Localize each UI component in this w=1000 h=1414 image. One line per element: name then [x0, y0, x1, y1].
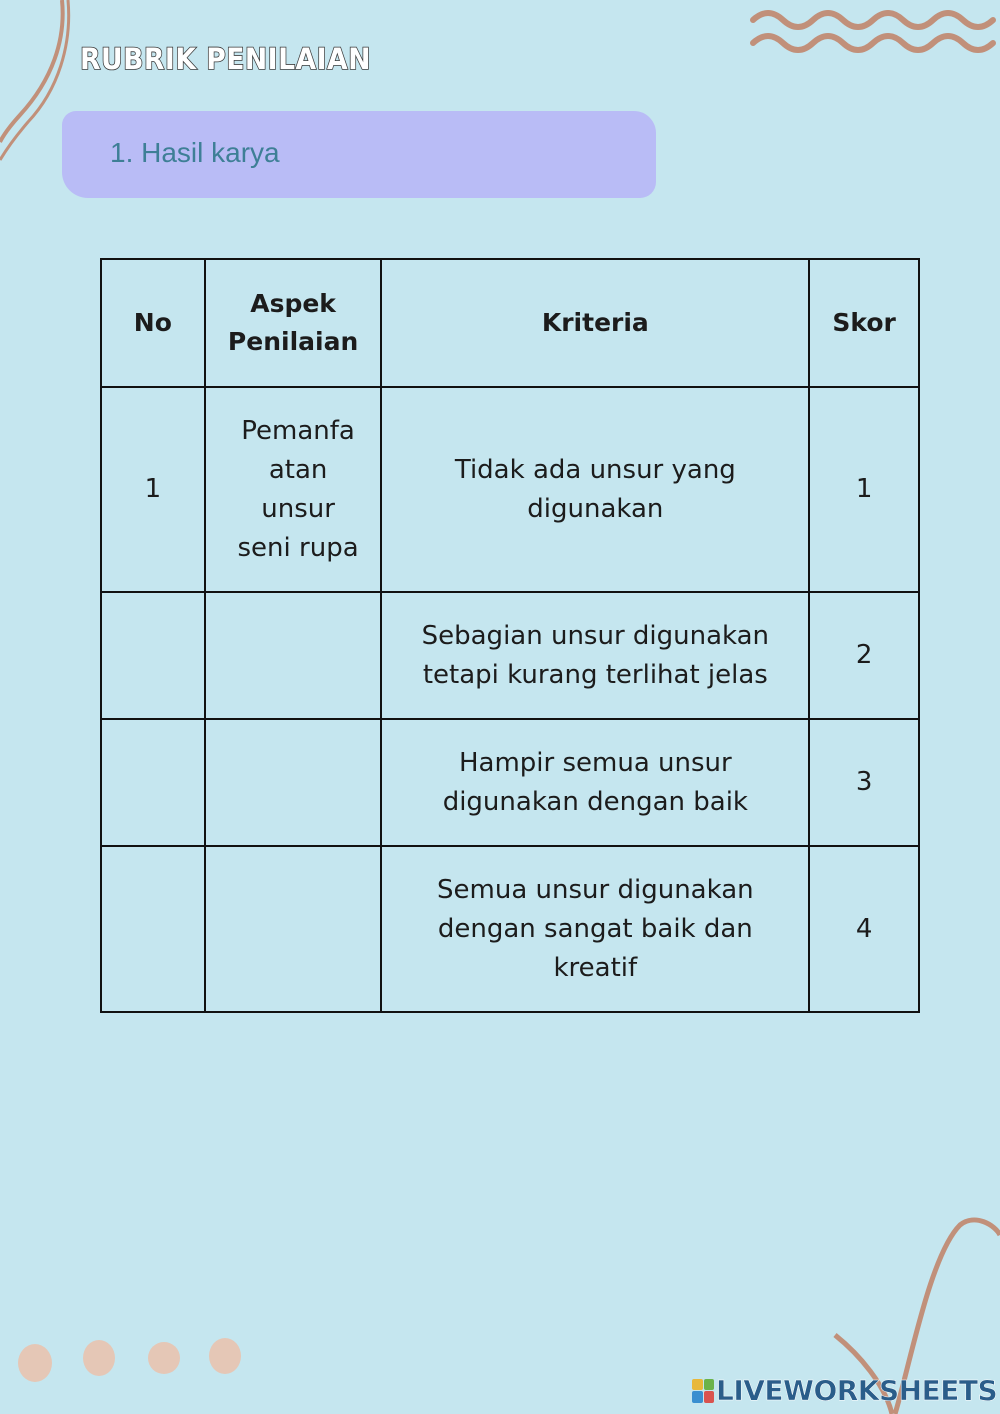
cell-aspek [205, 846, 382, 1012]
liveworksheets-logo-icon [692, 1379, 714, 1403]
column-header-kriteria: Kriteria [381, 259, 809, 387]
column-header-aspek: Aspek Penilaian [205, 259, 382, 387]
cell-kriteria: Hampir semua unsur digunakan dengan baik [381, 719, 809, 846]
column-header-no: No [101, 259, 205, 387]
table-row [101, 846, 919, 1012]
table-row [101, 719, 919, 846]
liveworksheets-watermark [692, 1374, 997, 1407]
table-row [101, 387, 919, 592]
section-heading-label: 1. Hasil karya [110, 137, 280, 168]
cell-aspek: Pemanfa atan unsur seni rupa [205, 387, 382, 592]
cell-skor: 4 [809, 846, 919, 1012]
cell-kriteria: Sebagian unsur digunakan tetapi kurang terlihat jelas [381, 592, 809, 719]
watermark-text: LIVEWORKSHEETS [716, 1374, 998, 1407]
section-heading-pill [62, 111, 656, 198]
wave-decoration-top-right [745, 5, 1000, 60]
cell-kriteria: Semua unsur digunakan dengan sangat baik dan kreatif [381, 846, 809, 1012]
table-row [101, 592, 919, 719]
cell-no [101, 719, 205, 846]
cell-no [101, 846, 205, 1012]
column-header-skor: Skor [809, 259, 919, 387]
cell-skor: 2 [809, 592, 919, 719]
table-header-row [101, 259, 919, 387]
cell-no: 1 [101, 387, 205, 592]
cell-aspek [205, 592, 382, 719]
page-title: RUBRIK PENILAIAN [80, 42, 371, 76]
cell-skor: 1 [809, 387, 919, 592]
rubric-table [100, 258, 920, 1013]
cell-no [101, 592, 205, 719]
cell-skor: 3 [809, 719, 919, 846]
cell-kriteria: Tidak ada unsur yang digunakan [381, 387, 809, 592]
cell-aspek [205, 719, 382, 846]
dots-decoration-bottom-left [12, 1330, 252, 1390]
